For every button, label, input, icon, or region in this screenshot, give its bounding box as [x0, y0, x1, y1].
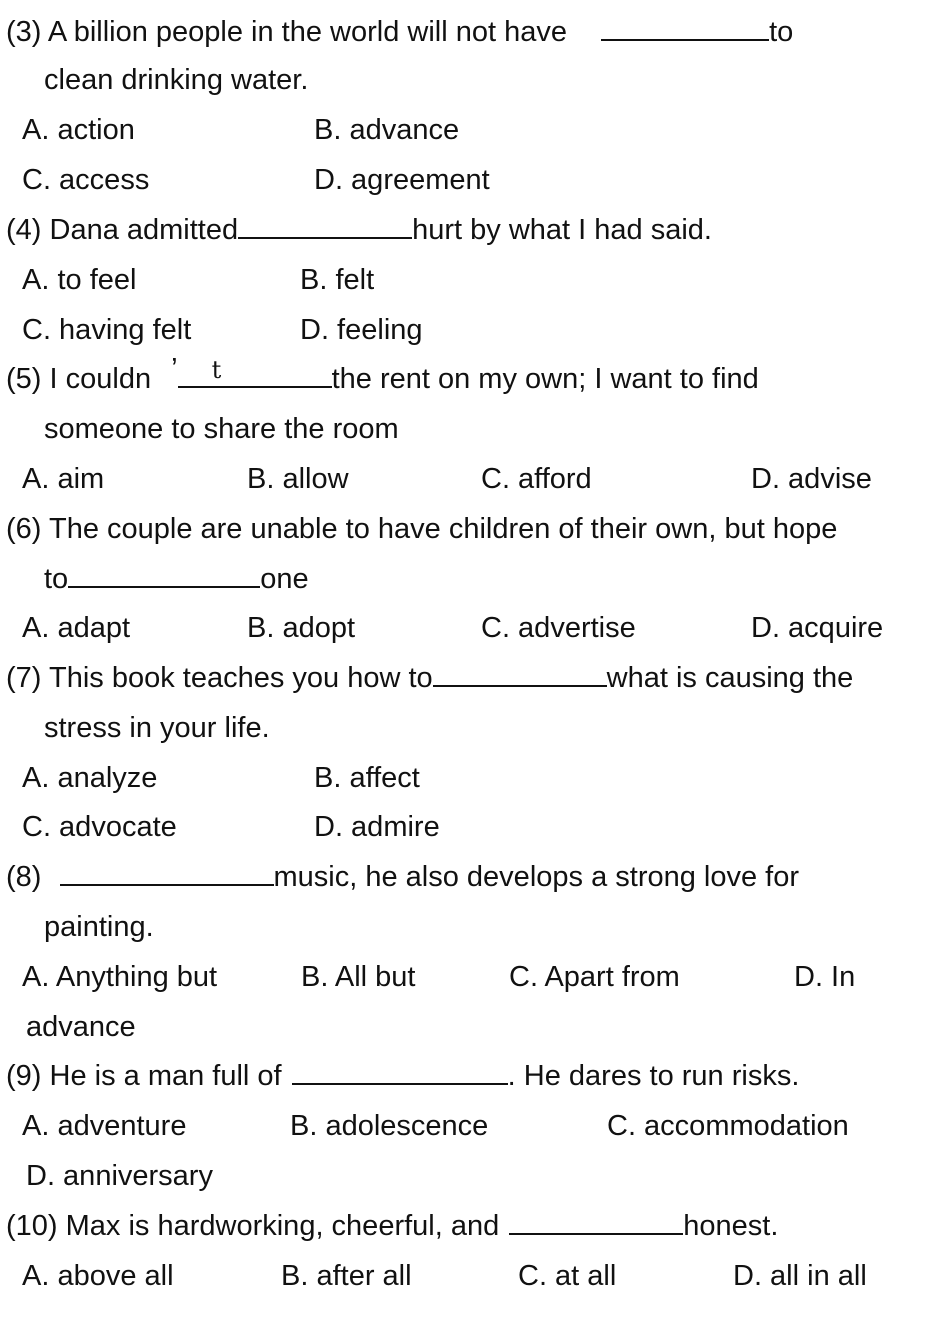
answer-blank — [238, 236, 412, 239]
question-6-text-after: one — [260, 563, 309, 595]
option-a: A. aim — [22, 463, 105, 495]
question-8-stem-line2: painting. — [44, 911, 154, 943]
option-c: C. at all — [518, 1260, 617, 1292]
option-a: A. action — [22, 114, 135, 146]
question-4-stem — [6, 212, 712, 248]
question-6-stem: (6) The couple are unable to have children of their own, but hope — [6, 513, 838, 545]
answer-blank — [292, 1082, 508, 1085]
option-b: B. adolescence — [290, 1110, 489, 1142]
option-a: A. Anything but — [22, 961, 218, 993]
option-c: C. afford — [481, 463, 592, 495]
option-b: B. All but — [301, 961, 416, 993]
question-7-text-before: (7) This book teaches you how to — [6, 662, 433, 694]
question-7-stem — [6, 660, 853, 696]
option-c: C. accommodation — [607, 1110, 849, 1142]
question-5-stem-line2: someone to share the room — [44, 413, 399, 445]
question-6-text-before: to — [44, 563, 69, 595]
question-9-text-after: . He dares to run risks. — [507, 1060, 800, 1092]
option-d-continued: advance — [26, 1011, 136, 1043]
question-3-stem — [6, 14, 793, 50]
option-c: C. having felt — [22, 314, 192, 346]
option-d: D. acquire — [751, 612, 884, 644]
question-10-text-after: honest. — [683, 1210, 779, 1242]
option-c: C. access — [22, 164, 150, 196]
question-4-text-before: (4) Dana admitted — [6, 214, 239, 246]
question-8-stem — [6, 859, 799, 895]
option-d: D. feeling — [300, 314, 423, 346]
option-d: D. agreement — [314, 164, 490, 196]
question-9-stem — [6, 1058, 799, 1094]
option-a: A. to feel — [22, 264, 137, 296]
option-b: B. advance — [314, 114, 460, 146]
question-8-text-after: music, he also develops a strong love for — [273, 861, 800, 893]
question-6-stem-line2 — [44, 561, 309, 597]
option-c: C. Apart from — [509, 961, 680, 993]
question-5-stem — [6, 353, 759, 397]
question-10-text-before: (10) Max is hardworking, cheerful, and — [6, 1210, 500, 1242]
option-d: D. anniversary — [26, 1160, 213, 1192]
option-d: D. all in all — [733, 1260, 867, 1292]
question-7-stem-line2: stress in your life. — [44, 712, 270, 744]
option-b: B. affect — [314, 762, 420, 794]
question-5-text-before: (5) I couldn — [6, 363, 152, 395]
question-9-text-before: (9) He is a man full of — [6, 1060, 282, 1092]
answer-blank — [433, 684, 607, 687]
option-c: C. advocate — [22, 811, 177, 843]
option-d: D. advise — [751, 463, 872, 495]
apostrophe: ’ — [171, 353, 178, 385]
question-5-text-after: the rent on my own; I want to find — [331, 363, 759, 395]
option-a: A. adventure — [22, 1110, 187, 1142]
answer-blank — [509, 1232, 683, 1235]
answer-blank — [601, 38, 769, 41]
question-4-text-after: hurt by what I had said. — [412, 214, 712, 246]
option-b: B. allow — [247, 463, 349, 495]
question-7-text-after: what is causing the — [606, 662, 854, 694]
question-3-stem-line2: clean drinking water. — [44, 64, 309, 96]
option-a: A. above all — [22, 1260, 174, 1292]
question-3-text-after: to — [769, 16, 794, 48]
option-d: D. In — [794, 961, 856, 993]
answer-blank — [178, 356, 332, 388]
question-8-text-before: (8) — [6, 861, 42, 893]
question-3-text-before: (3) A billion people in the world will not have — [6, 16, 567, 48]
question-10-stem — [6, 1208, 778, 1244]
option-d: D. admire — [314, 811, 440, 843]
option-b: B. felt — [300, 264, 375, 296]
option-b: B. after all — [281, 1260, 412, 1292]
option-a: A. analyze — [22, 762, 158, 794]
question-5-t: t — [211, 356, 222, 384]
answer-blank — [60, 883, 274, 886]
option-a: A. adapt — [22, 612, 131, 644]
option-c: C. advertise — [481, 612, 636, 644]
answer-blank — [68, 585, 260, 588]
option-b: B. adopt — [247, 612, 356, 644]
